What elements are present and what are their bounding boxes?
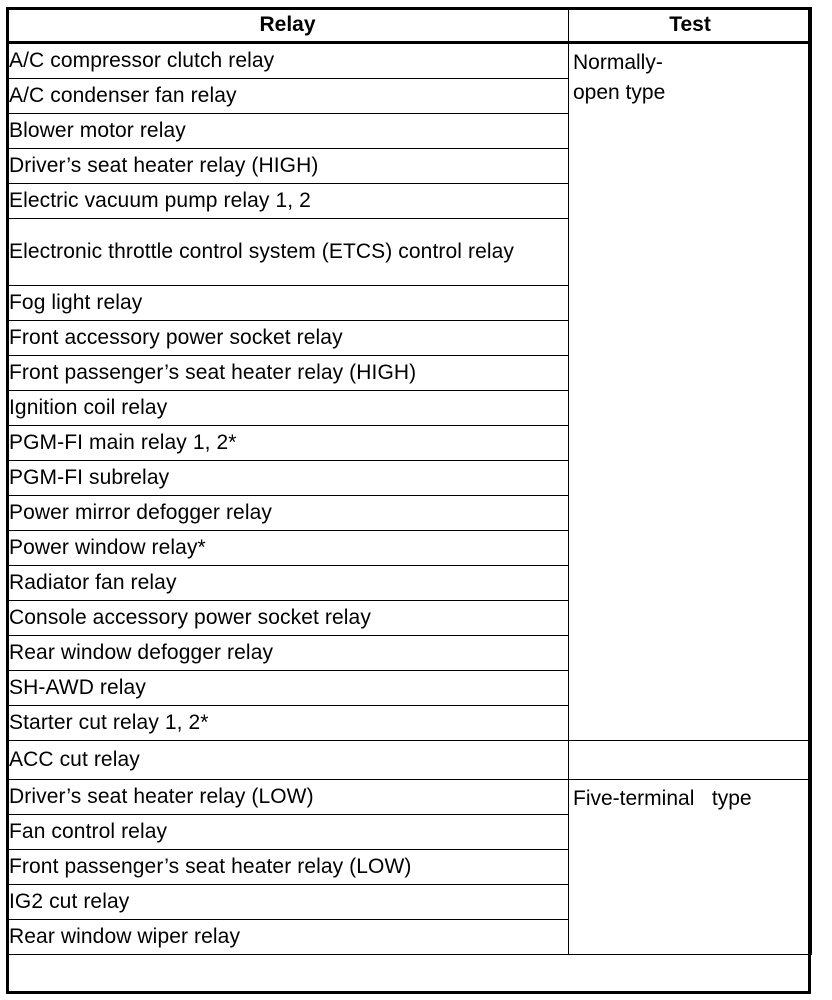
- relay-name-cell: A/C compressor clutch relay: [7, 43, 569, 79]
- relay-name-cell: PGM-FI subrelay: [7, 461, 569, 496]
- table-row: [7, 741, 812, 780]
- relay-name-cell: Front passenger’s seat heater relay (LOW): [7, 850, 569, 885]
- relay-name-cell: Starter cut relay 1, 2*: [7, 706, 569, 741]
- relay-name-cell: A/C condenser fan relay: [7, 79, 569, 114]
- relay-name-cell: Radiator fan relay: [7, 566, 569, 601]
- relay-name-cell: Electric vacuum pump relay 1, 2: [7, 184, 569, 219]
- test-type-label: Normally- open type: [573, 51, 666, 104]
- relay-name-cell: Driver’s seat heater relay (HIGH): [7, 149, 569, 184]
- relay-name-cell: Electronic throttle control system (ETCS) control relay: [7, 219, 569, 286]
- relay-name-cell: Console accessory power socket relay: [7, 601, 569, 636]
- test-type-cell: [569, 43, 812, 741]
- test-column-header: Test: [569, 8, 812, 43]
- relay-name-cell: Blower motor relay: [7, 114, 569, 149]
- relay-name-cell: SH-AWD relay: [7, 671, 569, 706]
- relay-name-cell: ACC cut relay: [7, 741, 569, 780]
- relay-name-cell: Power mirror defogger relay: [7, 496, 569, 531]
- relay-name-cell: IG2 cut relay: [7, 885, 569, 920]
- relay-column-header: Relay: [7, 8, 569, 43]
- relay-name-cell: Power window relay*: [7, 531, 569, 566]
- table-row: [7, 780, 812, 815]
- relay-name-cell: Rear window defogger relay: [7, 636, 569, 671]
- test-type-cell-empty: [569, 741, 812, 780]
- relay-name-cell: Driver’s seat heater relay (LOW): [7, 780, 569, 815]
- relay-name-cell: Fog light relay: [7, 286, 569, 321]
- relay-name-cell: PGM-FI main relay 1, 2*: [7, 426, 569, 461]
- relay-name-cell: Front passenger’s seat heater relay (HIGH): [7, 356, 569, 391]
- relay-name-cell: Fan control relay: [7, 815, 569, 850]
- header-row: [7, 8, 812, 43]
- relay-name-cell: Front accessory power socket relay: [7, 321, 569, 356]
- relay-test-table: [6, 7, 812, 955]
- relay-name-cell: Ignition coil relay: [7, 391, 569, 426]
- table-row: [7, 43, 812, 79]
- test-type-label: Five-terminal type: [573, 787, 752, 810]
- test-type-cell: [569, 780, 812, 955]
- relay-name-cell: Rear window wiper relay: [7, 920, 569, 955]
